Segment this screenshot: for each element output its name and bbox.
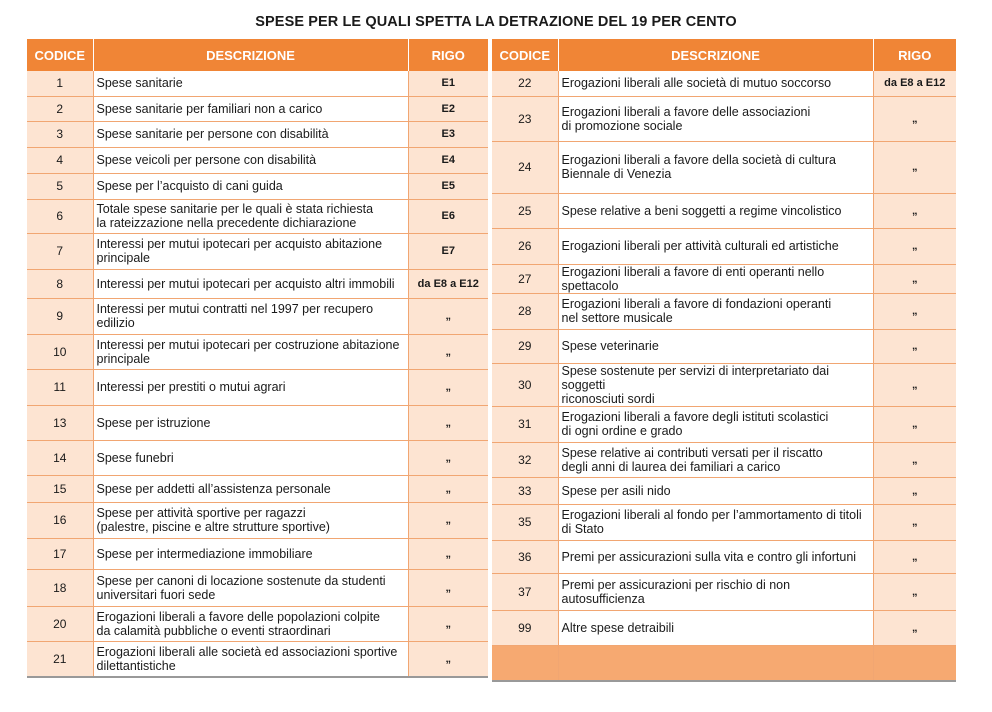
row-description — [558, 573, 873, 610]
table-row — [492, 406, 956, 442]
row-rigo: „ — [408, 606, 488, 641]
row-description — [558, 193, 873, 228]
row-rigo: „ — [408, 298, 488, 334]
description-line: Spese veicoli per persone con disabilità — [96, 153, 317, 167]
row-code: 14 — [27, 440, 93, 475]
description-line: principale — [96, 351, 151, 366]
row-code: 1 — [27, 71, 93, 96]
row-description — [558, 442, 873, 477]
table-row — [492, 141, 956, 193]
description-line: Erogazioni liberali a favore di enti operanti nello spettacolo — [561, 264, 825, 293]
row-rigo: „ — [873, 477, 956, 504]
description-line: Spese relative a beni soggetti a regime vincolistico — [561, 203, 842, 218]
row-description — [93, 199, 408, 233]
header-code: CODICE — [27, 39, 93, 71]
description-line: principale — [96, 251, 151, 265]
row-description — [558, 363, 873, 406]
description-line: di Stato — [561, 522, 604, 536]
row-code: 28 — [492, 293, 558, 329]
row-rigo: „ — [873, 193, 956, 228]
description-line: Interessi per prestiti o mutui agrari — [96, 380, 286, 394]
table-row — [27, 96, 488, 121]
row-rigo: E2 — [408, 96, 488, 121]
table-row — [27, 121, 488, 147]
row-rigo: E7 — [408, 233, 488, 269]
row-code: 25 — [492, 193, 558, 228]
row-code: 20 — [27, 606, 93, 641]
row-description — [93, 538, 408, 569]
row-code: 23 — [492, 96, 558, 141]
description-line: Spese veterinarie — [561, 339, 659, 353]
row-description — [558, 141, 873, 193]
row-rigo: E5 — [408, 173, 488, 199]
row-code: 32 — [492, 442, 558, 477]
row-rigo: „ — [408, 641, 488, 677]
table-row — [492, 540, 956, 573]
table-row — [27, 233, 488, 269]
row-rigo: „ — [873, 264, 956, 293]
row-description — [93, 502, 408, 538]
row-description — [93, 96, 408, 121]
row-rigo: „ — [873, 610, 956, 645]
row-code: 6 — [27, 199, 93, 233]
row-rigo: E1 — [408, 71, 488, 96]
description-line: Erogazioni liberali alle società ed associazioni sportive — [96, 644, 398, 659]
header-description: DESCRIZIONE — [93, 39, 408, 71]
description-line: nel settore musicale — [561, 311, 673, 325]
table-row — [492, 573, 956, 610]
row-rigo: „ — [408, 369, 488, 405]
row-rigo: „ — [873, 293, 956, 329]
row-code: 10 — [27, 334, 93, 369]
description-line: Interessi per mutui ipotecari per acquisto altri immobili — [96, 276, 395, 291]
description-line: Erogazioni liberali a favore delle associazioni — [561, 104, 811, 119]
row-code: 36 — [492, 540, 558, 573]
table-row — [27, 369, 488, 405]
row-description — [558, 477, 873, 504]
row-code: 29 — [492, 329, 558, 363]
table-row — [27, 147, 488, 173]
empty-filler-row — [492, 645, 956, 681]
description-line: Erogazioni liberali alle società di mutuo soccorso — [561, 76, 832, 91]
table-row — [27, 298, 488, 334]
header-rigo: RIGO — [408, 39, 488, 71]
row-rigo: „ — [873, 228, 956, 264]
row-rigo: „ — [873, 96, 956, 141]
row-code: 26 — [492, 228, 558, 264]
description-line: Spese sostenute per servizi di interpretariato dai soggetti — [561, 363, 830, 392]
description-line: Biennale di Venezia — [561, 167, 672, 181]
description-line: Totale spese sanitarie per le quali è stata richiesta — [96, 202, 374, 216]
row-rigo: „ — [408, 475, 488, 502]
table-row — [27, 334, 488, 369]
page-title: SPESE PER LE QUALI SPETTA LA DETRAZIONE DEL 19 PER CENTO — [255, 14, 737, 30]
row-rigo: „ — [873, 540, 956, 573]
row-rigo: „ — [408, 569, 488, 606]
description-line: Erogazioni liberali a favore di fondazioni operanti — [561, 297, 832, 311]
table-row — [27, 569, 488, 606]
description-line: da calamità pubbliche o eventi straordinari — [96, 623, 331, 638]
row-code: 24 — [492, 141, 558, 193]
table-row — [492, 264, 956, 293]
row-code: 17 — [27, 538, 93, 569]
row-description — [93, 147, 408, 173]
row-description — [558, 71, 873, 96]
row-description — [93, 71, 408, 96]
table-row — [492, 363, 956, 406]
description-line: Spese relative ai contributi versati per il riscatto — [561, 445, 823, 460]
table-row — [27, 173, 488, 199]
row-code: 35 — [492, 504, 558, 540]
description-line: Premi per assicurazioni sulla vita e contro gli infortuni — [561, 549, 857, 564]
empty-cell — [558, 645, 873, 681]
table-row — [27, 538, 488, 569]
description-line: Altre spese detraibili — [561, 620, 675, 635]
row-rigo: „ — [408, 502, 488, 538]
table-row — [27, 606, 488, 641]
row-code: 21 — [27, 641, 93, 677]
table-row — [492, 504, 956, 540]
row-description — [558, 293, 873, 329]
row-description — [558, 540, 873, 573]
table-header-row — [492, 39, 956, 71]
row-description — [558, 96, 873, 141]
row-code: 30 — [492, 363, 558, 406]
row-code: 4 — [27, 147, 93, 173]
empty-cell — [873, 645, 956, 681]
row-rigo: „ — [408, 440, 488, 475]
description-line: Erogazioni liberali a favore delle popolazioni colpite — [96, 609, 381, 624]
row-rigo: „ — [873, 329, 956, 363]
description-line: (palestre, piscine e altre strutture sportive) — [96, 520, 330, 534]
row-code: 13 — [27, 405, 93, 440]
description-line: Interessi per mutui ipotecari per acquisto abitazione — [96, 237, 383, 251]
row-code: 16 — [27, 502, 93, 538]
table-row — [27, 269, 488, 298]
row-rigo: „ — [873, 442, 956, 477]
row-code: 3 — [27, 121, 93, 147]
description-line: degli anni di laurea dei familiari a carico — [561, 459, 781, 474]
description-line: Erogazioni liberali a favore della società di cultura — [561, 153, 836, 167]
row-code: 7 — [27, 233, 93, 269]
description-line: Spese sanitarie — [96, 76, 183, 91]
row-description — [93, 606, 408, 641]
row-description — [558, 329, 873, 363]
description-line: Erogazioni liberali al fondo per l’ammortamento di titoli — [561, 508, 862, 522]
table-row — [492, 193, 956, 228]
table-row — [492, 228, 956, 264]
row-description — [93, 440, 408, 475]
row-description — [93, 269, 408, 298]
row-code: 8 — [27, 269, 93, 298]
description-line: Erogazioni liberali a favore degli istituti scolastici — [561, 410, 829, 424]
row-description — [93, 475, 408, 502]
row-rigo: E6 — [408, 199, 488, 233]
row-code: 11 — [27, 369, 93, 405]
table-row — [27, 440, 488, 475]
row-code: 22 — [492, 71, 558, 96]
row-code: 9 — [27, 298, 93, 334]
row-rigo: „ — [873, 573, 956, 610]
table-row — [492, 610, 956, 645]
row-description — [93, 298, 408, 334]
description-line: Spese per addetti all’assistenza personale — [96, 481, 331, 496]
row-description — [93, 641, 408, 677]
description-line: Interessi per mutui contratti nel 1997 per recupero edilizio — [96, 302, 374, 330]
row-rigo: „ — [873, 504, 956, 540]
header-rigo: RIGO — [873, 39, 956, 71]
codes-table-left — [27, 39, 488, 678]
row-description — [558, 264, 873, 293]
row-rigo: „ — [408, 334, 488, 369]
row-code: 99 — [492, 610, 558, 645]
table-row — [492, 71, 956, 96]
description-line: dilettantistiche — [96, 658, 176, 673]
table-row — [492, 96, 956, 141]
row-rigo: „ — [408, 405, 488, 440]
table-row — [27, 405, 488, 440]
description-line: Spese per attività sportive per ragazzi — [96, 506, 306, 520]
row-rigo: E3 — [408, 121, 488, 147]
description-line: universitari fuori sede — [96, 587, 216, 602]
description-line: Erogazioni liberali per attività culturali ed artistiche — [561, 239, 839, 253]
row-rigo: „ — [873, 363, 956, 406]
description-line: riconosciuti sordi — [561, 391, 655, 406]
description-line: Spese per intermediazione immobiliare — [96, 546, 313, 561]
row-description — [93, 121, 408, 147]
row-code: 33 — [492, 477, 558, 504]
row-code: 31 — [492, 406, 558, 442]
description-line: autosufficienza — [561, 591, 645, 606]
table-row — [27, 641, 488, 677]
description-line: Interessi per mutui ipotecari per costruzione abitazione — [96, 337, 400, 352]
row-rigo: „ — [873, 406, 956, 442]
row-code: 15 — [27, 475, 93, 502]
row-description — [93, 569, 408, 606]
table-row — [492, 293, 956, 329]
description-line: Spese per l’acquisto di cani guida — [96, 179, 283, 193]
row-description — [93, 173, 408, 199]
row-code: 2 — [27, 96, 93, 121]
row-description — [558, 228, 873, 264]
row-rigo: da E8 a E12 — [873, 71, 956, 96]
row-description — [93, 334, 408, 369]
description-line: Spese sanitarie per persone con disabilità — [96, 127, 329, 141]
row-code: 5 — [27, 173, 93, 199]
description-line: Spese per istruzione — [96, 415, 211, 430]
description-line: di ogni ordine e grado — [561, 424, 683, 438]
row-rigo: E4 — [408, 147, 488, 173]
description-line: Spese per asili nido — [561, 483, 671, 498]
description-line: Spese sanitarie per familiari non a carico — [96, 101, 323, 116]
row-description — [558, 504, 873, 540]
row-description — [558, 610, 873, 645]
row-rigo: „ — [408, 538, 488, 569]
table-header-row — [27, 39, 488, 71]
row-description — [558, 406, 873, 442]
table-row — [27, 71, 488, 96]
row-rigo: „ — [873, 141, 956, 193]
row-code: 27 — [492, 264, 558, 293]
description-line: Spese funebri — [96, 450, 174, 465]
description-line: di promozione sociale — [561, 118, 683, 133]
table-row — [27, 475, 488, 502]
table-row — [492, 477, 956, 504]
description-line: Premi per assicurazioni per rischio di non — [561, 577, 791, 592]
row-code: 37 — [492, 573, 558, 610]
row-rigo: da E8 a E12 — [408, 269, 488, 298]
empty-cell — [492, 645, 558, 681]
row-description — [93, 233, 408, 269]
description-line: Spese per canoni di locazione sostenute da studenti — [96, 573, 386, 588]
row-code: 18 — [27, 569, 93, 606]
description-line: la rateizzazione nella precedente dichiarazione — [96, 216, 357, 230]
table-row — [27, 199, 488, 233]
row-description — [93, 369, 408, 405]
header-code: CODICE — [492, 39, 558, 71]
table-row — [492, 442, 956, 477]
row-description — [93, 405, 408, 440]
table-row — [492, 329, 956, 363]
codes-table-right — [492, 39, 956, 682]
header-description: DESCRIZIONE — [558, 39, 873, 71]
table-row — [27, 502, 488, 538]
